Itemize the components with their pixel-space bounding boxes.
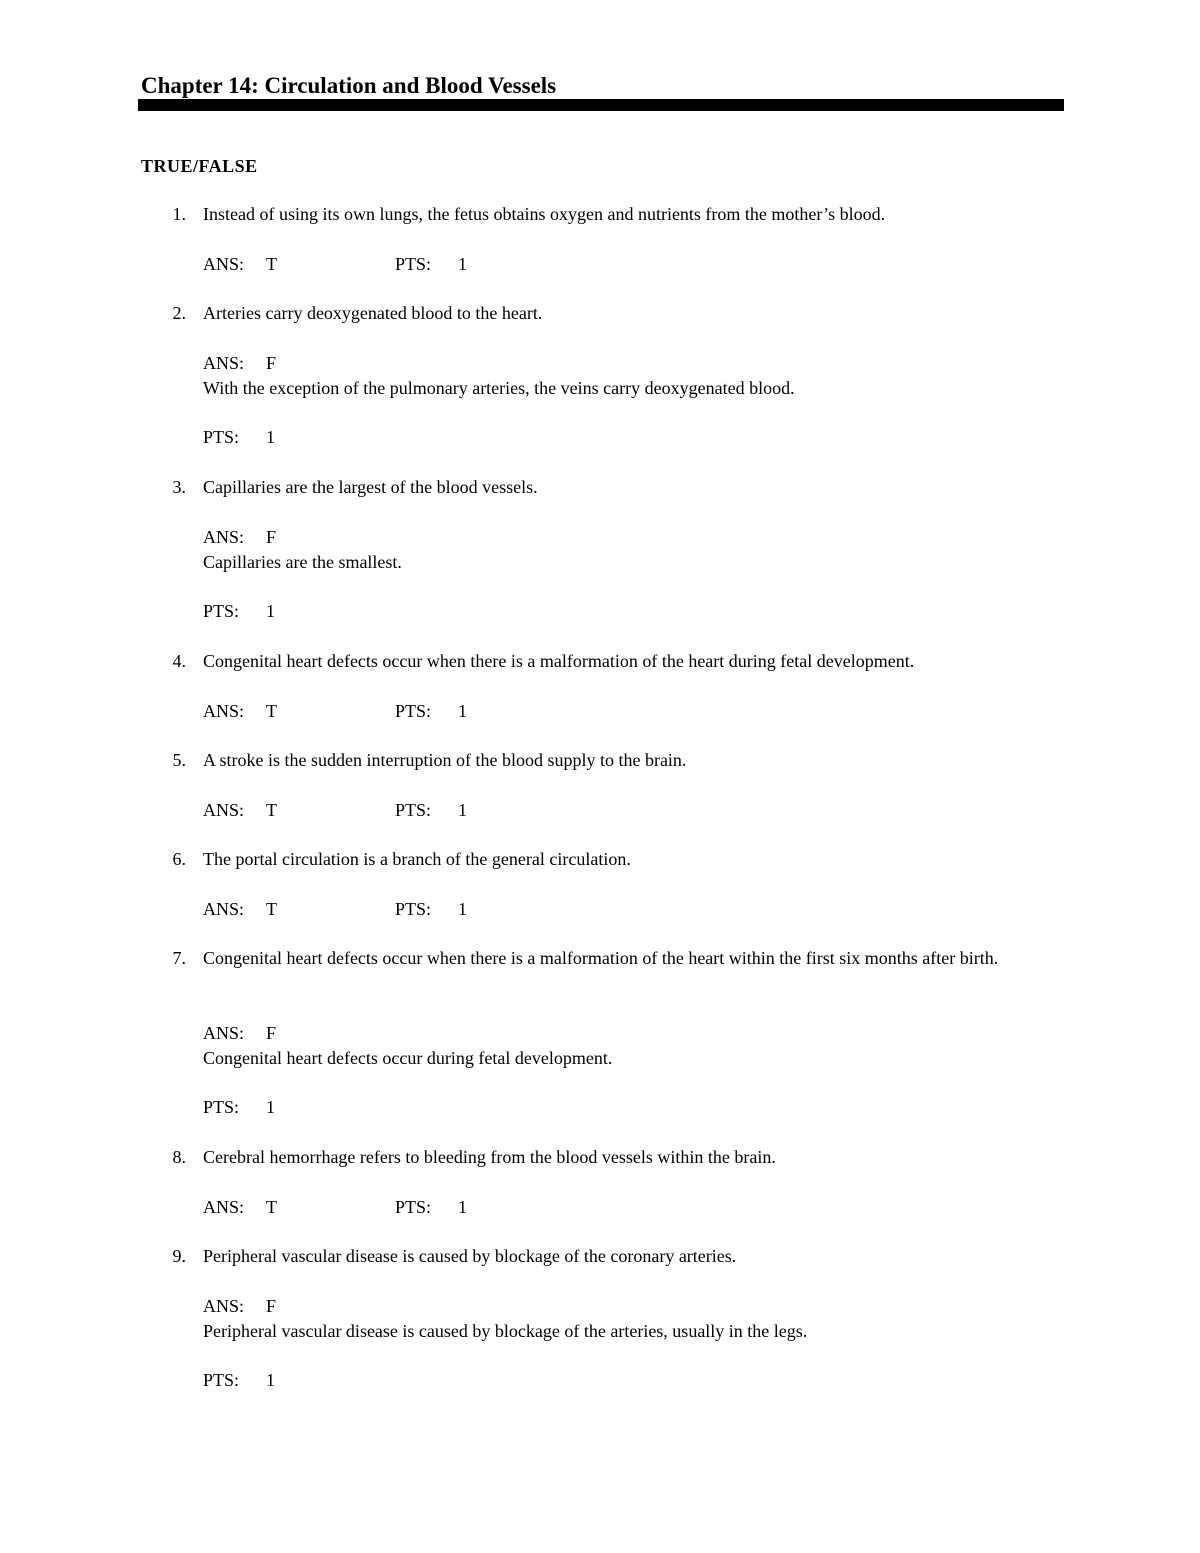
answer-block — [203, 351, 1073, 450]
points-value: 1 — [458, 701, 467, 721]
answer-block — [203, 1195, 1073, 1220]
question-number: 2. — [172, 303, 186, 323]
answer-value: T — [266, 254, 277, 274]
answer-block — [203, 1021, 1073, 1120]
question-number: 9. — [172, 1246, 186, 1266]
points-label: PTS: — [395, 1197, 432, 1217]
question-number: 8. — [172, 1147, 186, 1167]
points-label: PTS: — [203, 427, 240, 447]
points-label: PTS: — [395, 899, 432, 919]
answer-line — [203, 1294, 1073, 1319]
points-line — [203, 599, 1073, 624]
answer-line — [203, 1021, 1073, 1046]
points-label: PTS: — [203, 1097, 240, 1117]
answer-value: T — [266, 899, 277, 919]
answer-label: ANS: — [203, 254, 245, 274]
question-number: 5. — [172, 750, 186, 770]
points-label: PTS: — [395, 254, 432, 274]
answer-rationale: With the exception of the pulmonary arteries, the veins carry deoxygenated blood. — [203, 378, 795, 398]
answer-rationale: Peripheral vascular disease is caused by blockage of the arteries, usually in the legs. — [203, 1321, 808, 1341]
answer-value: F — [266, 527, 277, 547]
section-heading: TRUE/FALSE — [141, 156, 258, 176]
answer-block — [203, 525, 1073, 624]
answer-line — [203, 897, 1073, 922]
question-text: The portal circulation is a branch of the general circulation. — [203, 849, 631, 869]
answer-value: F — [266, 353, 277, 373]
answer-label: ANS: — [203, 701, 245, 721]
answer-label: ANS: — [203, 1197, 245, 1217]
answer-line — [203, 525, 1073, 550]
question-number: 6. — [172, 849, 186, 869]
points-value: 1 — [458, 899, 467, 919]
points-value: 1 — [266, 601, 275, 621]
answer-block — [203, 897, 1073, 922]
question-text: Instead of using its own lungs, the fetus obtains oxygen and nutrients from the mother’s blood. — [203, 204, 886, 224]
points-label: PTS: — [395, 701, 432, 721]
points-label: PTS: — [203, 1370, 240, 1390]
points-value: 1 — [458, 800, 467, 820]
answer-line — [203, 252, 1073, 277]
points-line — [203, 1095, 1073, 1120]
points-label: PTS: — [395, 800, 432, 820]
question-text: Capillaries are the largest of the blood vessels. — [203, 477, 538, 497]
answer-line — [203, 798, 1073, 823]
question-text: Congenital heart defects occur when there is a malformation of the heart during fetal development. — [203, 651, 915, 671]
points-line — [203, 425, 1073, 450]
answer-line — [203, 1195, 1073, 1220]
question-text: Cerebral hemorrhage refers to bleeding from the blood vessels within the brain. — [203, 1147, 776, 1167]
answer-line — [203, 699, 1073, 724]
answer-label: ANS: — [203, 899, 245, 919]
question-text: A stroke is the sudden interruption of the blood supply to the brain. — [203, 750, 687, 770]
answer-label: ANS: — [203, 1023, 245, 1043]
answer-label: ANS: — [203, 1296, 245, 1316]
points-value: 1 — [458, 1197, 467, 1217]
answer-rationale: Capillaries are the smallest. — [203, 552, 402, 572]
answer-label: ANS: — [203, 800, 245, 820]
answer-label: ANS: — [203, 353, 245, 373]
answer-value: T — [266, 701, 277, 721]
answer-line — [203, 351, 1073, 376]
question-number: 7. — [172, 948, 186, 968]
points-label: PTS: — [203, 601, 240, 621]
answer-value: T — [266, 800, 277, 820]
answer-block — [203, 798, 1073, 823]
points-value: 1 — [266, 427, 275, 447]
points-value: 1 — [266, 1370, 275, 1390]
answer-block — [203, 699, 1073, 724]
answer-value: T — [266, 1197, 277, 1217]
answer-block — [203, 252, 1073, 277]
question-number: 4. — [172, 651, 186, 671]
chapter-title: Chapter 14: Circulation and Blood Vessels — [141, 73, 557, 98]
answer-value: F — [266, 1023, 277, 1043]
title-rule — [138, 99, 1064, 111]
points-value: 1 — [266, 1097, 275, 1117]
answer-label: ANS: — [203, 527, 245, 547]
question-number: 1. — [172, 204, 186, 224]
question-text: Peripheral vascular disease is caused by blockage of the coronary arteries. — [203, 1246, 737, 1266]
points-value: 1 — [458, 254, 467, 274]
question-number: 3. — [172, 477, 186, 497]
answer-value: F — [266, 1296, 277, 1316]
answer-rationale: Congenital heart defects occur during fetal development. — [203, 1048, 613, 1068]
question-text: Arteries carry deoxygenated blood to the heart. — [203, 303, 543, 323]
question-text: Congenital heart defects occur when there is a malformation of the heart within the first six months after birth. — [203, 948, 999, 968]
points-line — [203, 1368, 1073, 1393]
answer-block — [203, 1294, 1073, 1393]
